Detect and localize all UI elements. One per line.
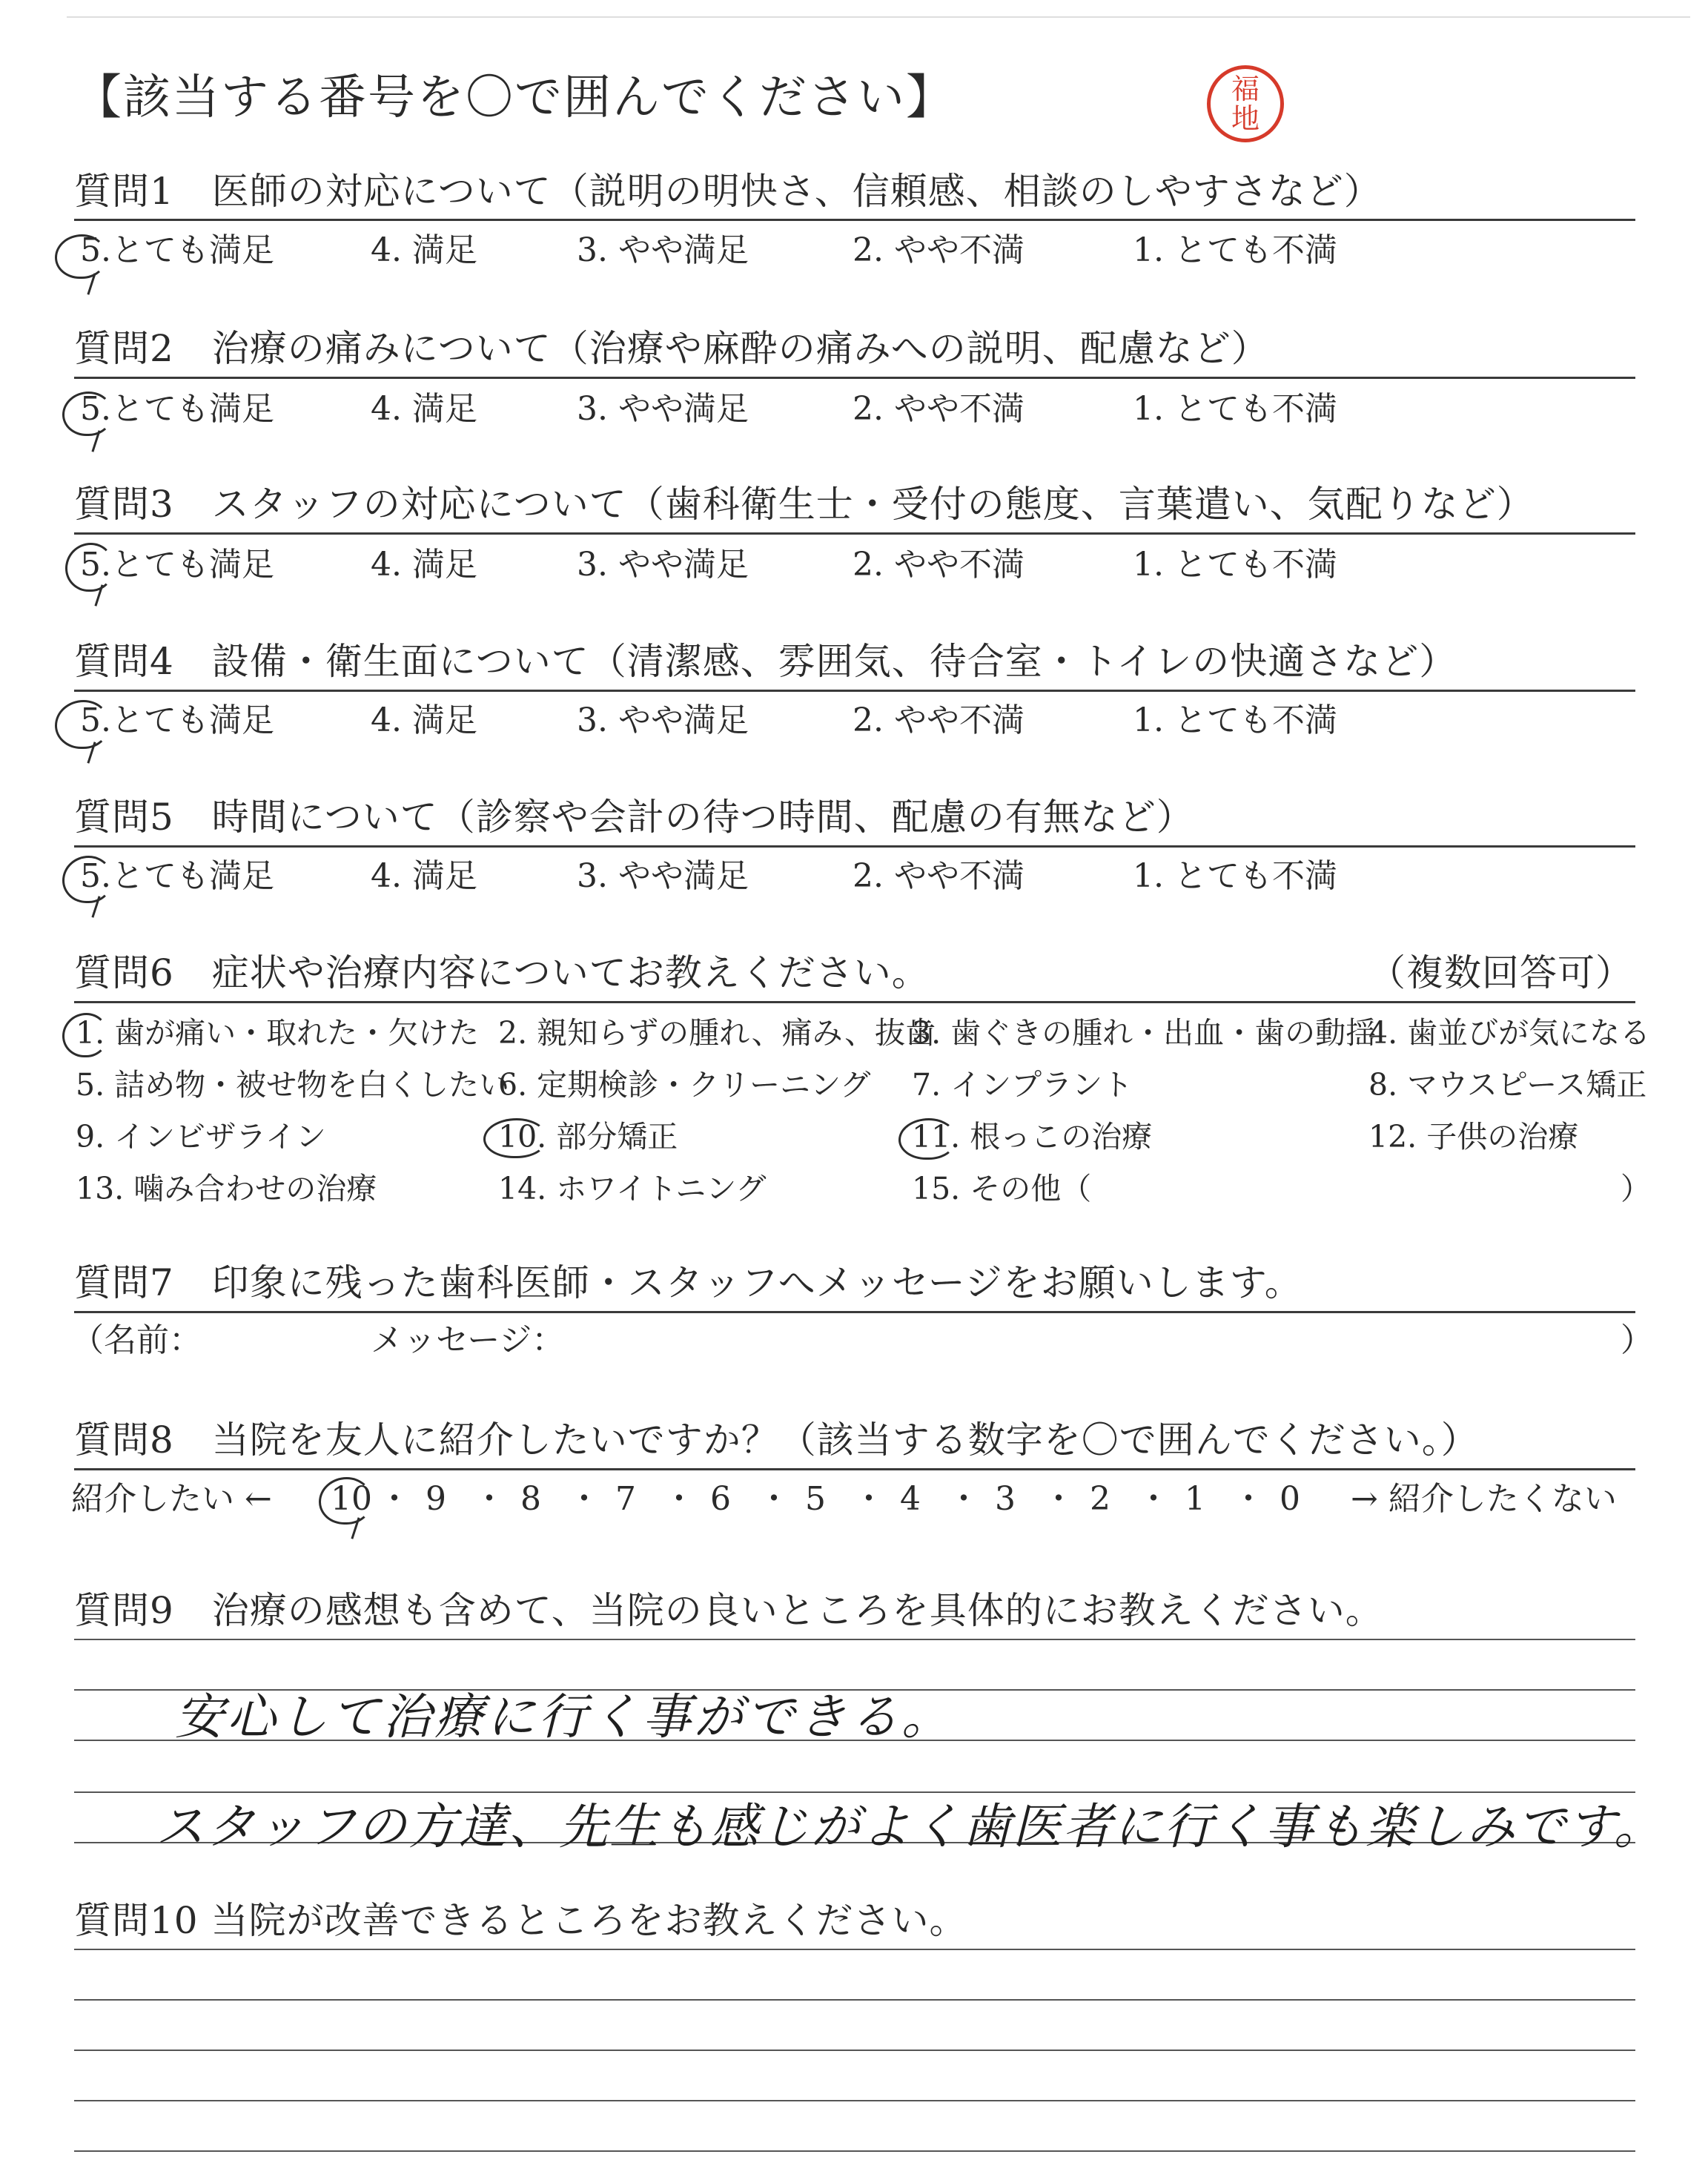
q8-scale-2[interactable]: 2 — [1090, 1480, 1110, 1518]
q5-option-1[interactable]: 1. とても不満 — [1133, 857, 1337, 895]
q9-line-4 — [74, 1791, 1635, 1793]
q6-item-4[interactable]: 4. 歯並びが気になる — [1368, 1015, 1651, 1051]
q8-scale-0[interactable]: 0 — [1280, 1480, 1300, 1518]
q8-scale-dot: ・ — [663, 1480, 695, 1518]
q4-option-1[interactable]: 1. とても不満 — [1133, 701, 1337, 739]
q7-close-paren: ） — [1621, 1321, 1653, 1359]
top-edge — [67, 16, 1690, 18]
seal-char-1: 福 — [1231, 73, 1260, 105]
q9-line-1 — [74, 1639, 1635, 1640]
q1-option-1[interactable]: 1. とても不満 — [1133, 231, 1337, 269]
question-7-title: 質問7 印象に残った歯科医師・スタッフへメッセージをお願いします。 — [74, 1261, 1302, 1304]
question-1-title: 質問1 医師の対応について（説明の明快さ、信頼感、相談のしやすさなど） — [74, 170, 1382, 213]
q8-scale-10[interactable]: 10 — [331, 1480, 372, 1518]
q5-option-3[interactable]: 3. やや満足 — [577, 857, 749, 895]
q6-item-1[interactable]: 1. 歯が痛い・取れた・欠けた — [76, 1015, 480, 1051]
seal-char-2: 地 — [1231, 102, 1260, 135]
q8-scale-dot: ・ — [1232, 1480, 1265, 1518]
question-3-rule — [74, 532, 1635, 535]
q4-option-3[interactable]: 3. やや満足 — [577, 701, 749, 739]
q1-option-2[interactable]: 2. やや不満 — [853, 231, 1025, 269]
q3-option-5[interactable]: 5.とても満足 — [80, 546, 274, 584]
q10-line-4 — [74, 2100, 1635, 2101]
q6-item-14[interactable]: 14. ホワイトニング — [498, 1171, 767, 1206]
q2-option-2[interactable]: 2. やや不満 — [853, 390, 1025, 428]
q4-option-4[interactable]: 4. 満足 — [371, 701, 477, 739]
question-4-title: 質問4 設備・衛生面について（清潔感、雰囲気、待合室・トイレの快適さなど） — [74, 640, 1457, 683]
q8-scale-dot: ・ — [1137, 1480, 1170, 1518]
q1-option-5[interactable]: 5.とても満足 — [80, 231, 274, 269]
q8-scale-6[interactable]: 6 — [710, 1480, 731, 1518]
q7-message-label[interactable]: メッセージ： — [371, 1321, 565, 1359]
q2-handwritten-circle — [62, 392, 113, 436]
q8-scale-dot: ・ — [758, 1480, 790, 1518]
q8-scale-9[interactable]: 9 — [426, 1480, 446, 1518]
question-8-title: 質問8 当院を友人に紹介したいですか？（該当する数字を〇で囲んでください。） — [74, 1418, 1479, 1462]
q3-option-3[interactable]: 3. やや満足 — [577, 546, 749, 584]
q8-scale-1[interactable]: 1 — [1185, 1480, 1205, 1518]
q3-option-4[interactable]: 4. 満足 — [371, 546, 477, 584]
q6-item-9[interactable]: 9. インビザライン — [76, 1119, 326, 1155]
q4-option-5[interactable]: 5.とても満足 — [80, 701, 274, 739]
q4-handwritten-circle — [55, 700, 110, 749]
q1-option-3[interactable]: 3. やや満足 — [577, 231, 749, 269]
question-2-title: 質問2 治療の痛みについて（治療や麻酔の痛みへの説明、配慮など） — [74, 327, 1269, 370]
q6-item-12[interactable]: 12. 子供の治療 — [1368, 1119, 1579, 1155]
question-7-rule — [74, 1311, 1635, 1313]
question-3-title: 質問3 スタッフの対応について（歯科衛生士・受付の態度、言葉遣い、気配りなど） — [74, 483, 1535, 526]
q8-scale-3[interactable]: 3 — [995, 1480, 1016, 1518]
q6-item-11[interactable]: 11. 根っこの治療 — [912, 1119, 1153, 1155]
q6-item-10[interactable]: 10. 部分矯正 — [498, 1119, 678, 1155]
q6-item-13[interactable]: 13. 噛み合わせの治療 — [76, 1171, 377, 1206]
hanko-seal — [1207, 65, 1284, 142]
q2-option-5[interactable]: 5.とても満足 — [80, 390, 274, 428]
q8-scale-5[interactable]: 5 — [805, 1480, 826, 1518]
q8-scale-dot: ・ — [853, 1480, 885, 1518]
question-1-rule — [74, 219, 1635, 221]
q6-item-15-close: ） — [1621, 1171, 1651, 1206]
q4-option-2[interactable]: 2. やや不満 — [853, 701, 1025, 739]
q10-line-5 — [74, 2150, 1635, 2152]
question-4-rule — [74, 690, 1635, 692]
q6-item-8[interactable]: 8. マウスピース矯正 — [1368, 1067, 1647, 1103]
question-5-rule — [74, 845, 1635, 848]
q8-scale-7[interactable]: 7 — [615, 1480, 636, 1518]
question-6-title: 質問6 症状や治療内容についてお教えください。 — [74, 951, 930, 994]
question-8-rule — [74, 1468, 1635, 1470]
q3-option-1[interactable]: 1. とても不満 — [1133, 546, 1337, 584]
q6-item-2[interactable]: 2. 親知らずの腫れ、痛み、抜歯 — [498, 1015, 936, 1051]
q3-option-2[interactable]: 2. やや不満 — [853, 546, 1025, 584]
q5-handwritten-circle — [62, 856, 113, 903]
q5-option-5[interactable]: 5.とても満足 — [80, 857, 274, 895]
q9-handwritten-answer-2: スタッフの方達、先生も感じがよく歯医者に行く事も楽しみです。 — [156, 1798, 1664, 1855]
q8-scale-dot: ・ — [473, 1480, 506, 1518]
q6-item-3[interactable]: 3. 歯ぐきの腫れ・出血・歯の動揺 — [912, 1015, 1377, 1051]
question-10-title: 質問10 当院が改善できるところをお教えください。 — [74, 1899, 967, 1942]
q7-name-label[interactable]: （名前： — [71, 1321, 202, 1359]
q8-scale-dot: ・ — [1042, 1480, 1075, 1518]
q6-item-15[interactable]: 15. その他（ — [912, 1171, 1092, 1206]
q2-option-1[interactable]: 1. とても不満 — [1133, 390, 1337, 428]
q6-item-5[interactable]: 5. 詰め物・被せ物を白くしたい — [76, 1067, 510, 1103]
q8-right-label: → 紹介したくない — [1351, 1480, 1617, 1518]
q6-item-7[interactable]: 7. インプラント — [912, 1067, 1133, 1103]
q10-line-3 — [74, 2050, 1635, 2051]
q8-scale-dot: ・ — [378, 1480, 411, 1518]
q8-left-label: 紹介したい ← — [71, 1480, 272, 1518]
q1-handwritten-circle — [55, 234, 107, 279]
q6-item-10-circle — [483, 1118, 547, 1158]
question-6-rule — [74, 1001, 1635, 1003]
q8-scale-dot: ・ — [568, 1480, 600, 1518]
q10-line-2 — [74, 1999, 1635, 2001]
question-5-title: 質問5 時間について（診察や会計の待つ時間、配慮の有無など） — [74, 796, 1194, 839]
q3-handwritten-circle — [65, 543, 114, 592]
question-2-rule — [74, 377, 1635, 379]
q6-item-6[interactable]: 6. 定期検診・クリーニング — [498, 1067, 871, 1103]
q2-option-3[interactable]: 3. やや満足 — [577, 390, 749, 428]
q5-option-2[interactable]: 2. やや不満 — [853, 857, 1025, 895]
q2-option-4[interactable]: 4. 満足 — [371, 390, 477, 428]
q9-handwritten-answer-1: 安心して治療に行く事ができる。 — [175, 1688, 953, 1745]
q6-item-1-circle — [62, 1013, 108, 1057]
q8-scale-8[interactable]: 8 — [520, 1480, 541, 1518]
q10-line-1 — [74, 1949, 1635, 1950]
q6-item-11-circle — [898, 1118, 956, 1160]
question-9-title: 質問9 治療の感想も含めて、当院の良いところを具体的にお教えください。 — [74, 1589, 1383, 1632]
q1-option-4[interactable]: 4. 満足 — [371, 231, 477, 269]
q5-option-4[interactable]: 4. 満足 — [371, 857, 477, 895]
q8-scale-dot: ・ — [947, 1480, 980, 1518]
question-6-note: （複数回答可） — [1368, 951, 1633, 994]
q8-scale-4[interactable]: 4 — [900, 1480, 921, 1518]
form-header: 【該当する番号を〇で囲んでください】 — [74, 70, 955, 125]
